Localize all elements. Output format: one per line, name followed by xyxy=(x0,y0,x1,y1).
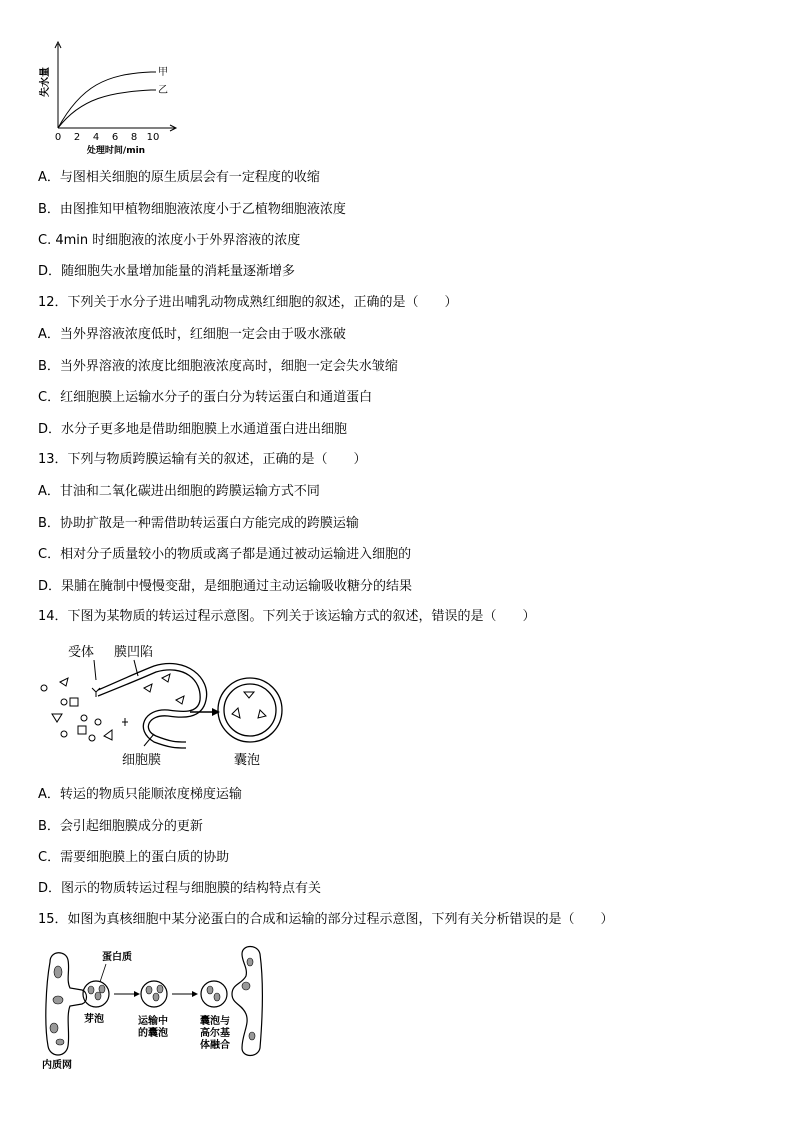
secretion-diagram xyxy=(36,944,286,1074)
q13-option-b: B．协助扩散是一种需借助转运蛋白方能完成的跨膜运输 xyxy=(38,516,359,531)
x-axis-label: 处理时间/min xyxy=(86,146,146,156)
bud-label: 芽泡 xyxy=(84,1014,104,1025)
q12-option-b: B．当外界溶液的浓度比细胞液浓度高时，细胞一定会失水皱缩 xyxy=(38,359,398,374)
q14-option-a: A．转运的物质只能顺浓度梯度运输 xyxy=(38,787,242,802)
q13-option-d: D．果脯在腌制中慢慢变甜，是细胞通过主动运输吸收糖分的结果 xyxy=(38,579,413,594)
membrane-label: 细胞膜 xyxy=(122,753,162,768)
curve-yi xyxy=(58,90,156,128)
q12-option-c: C．红细胞膜上运输水分子的蛋白分为转运蛋白和通道蛋白 xyxy=(38,390,373,405)
cell-membrane xyxy=(98,664,207,742)
q11-option-b: B．由图推知甲植物细胞液浓度小于乙植物细胞液浓度 xyxy=(38,202,346,217)
series-label-jia: 甲 xyxy=(158,67,168,78)
er-shape xyxy=(46,953,87,1055)
molecule-square xyxy=(70,698,78,706)
q12-option-d: D．水分子更多地是借助细胞膜上水通道蛋白进出细胞 xyxy=(38,422,348,437)
water-loss-chart xyxy=(36,36,196,161)
invagination-label: 膜凹陷 xyxy=(114,645,154,660)
q12-stem: 12．下列关于水分子进出哺乳动物成熟红细胞的叙述，正确的是（ ） xyxy=(38,295,458,310)
transport-label-line1: 运输中 xyxy=(138,1016,168,1027)
q13-stem: 13．下列与物质跨膜运输有关的叙述，正确的是（ ） xyxy=(38,452,367,467)
molecule-circle xyxy=(41,685,47,691)
molecule-triangle xyxy=(60,678,68,686)
q13-option-a: A．甘油和二氧化碳进出细胞的跨膜运输方式不同 xyxy=(38,484,320,499)
x-tick: 8 xyxy=(130,132,138,143)
x-tick: 0 xyxy=(54,132,62,143)
er-label: 内质网 xyxy=(42,1060,72,1071)
endocytosis-diagram xyxy=(36,638,296,773)
x-tick: 10 xyxy=(146,132,160,143)
q14-stem: 14．下图为某物质的转运过程示意图。下列关于该运输方式的叙述，错误的是（ ） xyxy=(38,609,536,624)
x-tick: 2 xyxy=(73,132,81,143)
q12-option-a: A．当外界溶液浓度低时，红细胞一定会由于吸水涨破 xyxy=(38,327,346,342)
receptor-label: 受体 xyxy=(68,645,95,660)
q11-option-c: C. 4min 时细胞液的浓度小于外界溶液的浓度 xyxy=(38,233,301,248)
fusion-label-line3: 体融合 xyxy=(200,1040,230,1051)
curve-jia xyxy=(58,72,156,128)
fusion-label-line2: 高尔基 xyxy=(200,1028,230,1039)
protein-label: 蛋白质 xyxy=(102,952,132,963)
y-axis-label: 失水量 xyxy=(40,67,51,97)
fusion-label-line1: 囊泡与 xyxy=(200,1016,230,1027)
series-label-yi: 乙 xyxy=(158,85,168,96)
q14-option-d: D．图示的物质转运过程与细胞膜的结构特点有关 xyxy=(38,881,322,896)
transport-label-line2: 的囊泡 xyxy=(138,1028,168,1039)
vesicle-label: 囊泡 xyxy=(234,753,261,768)
vesicle xyxy=(218,678,282,742)
q13-option-c: C．相对分子质量较小的物质或离子都是通过被动运输进入细胞的 xyxy=(38,547,412,562)
fusion-vesicle xyxy=(201,981,227,1007)
x-tick: 6 xyxy=(111,132,119,143)
q14-option-c: C．需要细胞膜上的蛋白质的协助 xyxy=(38,850,230,865)
q11-option-d: D．随细胞失水量增加能量的消耗量逐渐增多 xyxy=(38,264,296,279)
q15-stem: 15．如图为真核细胞中某分泌蛋白的合成和运输的部分过程示意图，下列有关分析错误的是（ ） xyxy=(38,912,614,927)
x-tick: 4 xyxy=(92,132,100,143)
q14-option-b: B．会引起细胞膜成分的更新 xyxy=(38,819,203,834)
q11-option-a: A．与图相关细胞的原生质层会有一定程度的收缩 xyxy=(38,170,320,185)
